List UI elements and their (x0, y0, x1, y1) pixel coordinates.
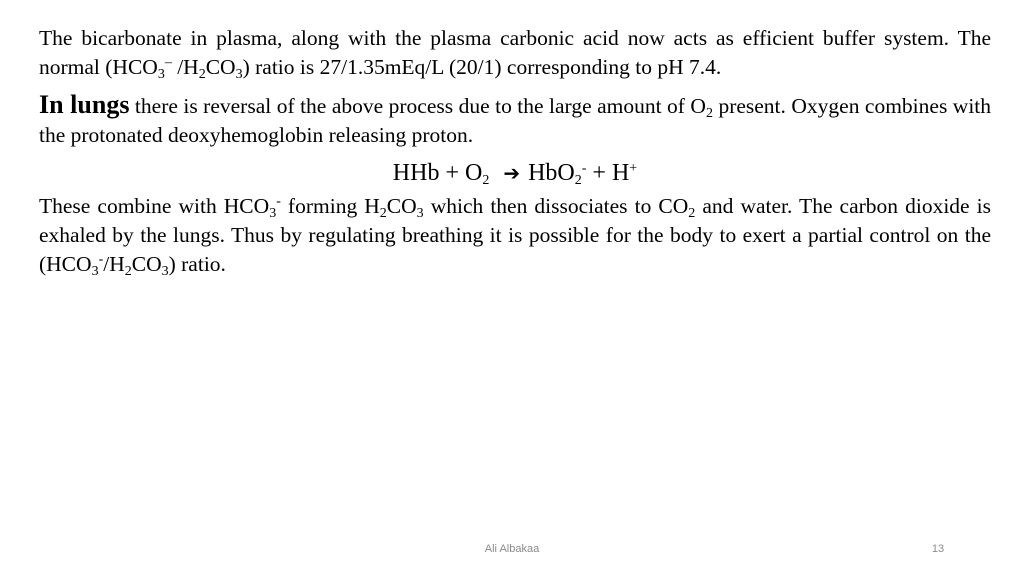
subscript: 3 (235, 67, 243, 82)
paragraph-co2-exhalation (39, 192, 991, 279)
text-segment: ) ratio is 27/1.35mEq/L (20/1) corresponding to pH 7.4. (242, 55, 722, 79)
paragraph-bicarbonate-buffer (39, 24, 991, 82)
equation-product: HbO (528, 160, 575, 186)
reaction-equation (39, 156, 991, 190)
superscript: + (629, 161, 638, 176)
text-segment: CO (386, 194, 417, 218)
text-segment: which then dissociates to CO (423, 194, 689, 218)
subscript: 2 (379, 206, 387, 221)
reaction-arrow-icon: ➔ (503, 161, 521, 185)
subscript: 3 (157, 67, 165, 82)
footer-author: Ali Albakaa (484, 543, 540, 555)
subscript: 2 (198, 67, 206, 82)
equation-reactants: HHb + O (392, 160, 483, 186)
text-segment: /H (103, 252, 125, 276)
subscript: 2 (574, 173, 582, 188)
text-segment: there is reversal of the above process due to the large amount of O (129, 94, 706, 118)
text-segment: /H (171, 55, 199, 79)
slide-page-number: 13 (931, 543, 945, 555)
superscript: – (164, 55, 172, 70)
subscript: 2 (688, 206, 696, 221)
paragraph-in-lungs (39, 90, 991, 150)
lead-heading: In lungs (39, 90, 130, 119)
text-segment: CO (205, 55, 236, 79)
subscript: 3 (91, 264, 99, 279)
slide-content (39, 24, 991, 279)
superscript: - (581, 161, 587, 176)
subscript: 3 (416, 206, 424, 221)
subscript: 2 (705, 106, 713, 121)
equation-product: + H (586, 160, 630, 186)
text-segment: present. Oxygen combines with the protonated deoxyhemoglobin releasing proton. (39, 94, 992, 147)
text-segment: These combine with HCO (39, 194, 270, 218)
text-segment: The bicarbonate in plasma, along with the plasma carbonic acid now acts as efficient buffer system. The normal (HCO (39, 26, 991, 79)
text-segment: and water. The carbon dioxide is exhaled by the lungs. Thus by regulating breathing it is possible for the body to exert a partial control on the (HCO (39, 194, 991, 276)
superscript: - (98, 252, 104, 267)
subscript: 3 (161, 264, 169, 279)
text-segment: ) ratio. (168, 252, 226, 276)
text-segment: forming H (280, 194, 380, 218)
subscript: 2 (124, 264, 132, 279)
superscript: - (276, 194, 281, 209)
text-segment: CO (131, 252, 162, 276)
subscript: 2 (482, 173, 490, 188)
subscript: 3 (269, 206, 277, 221)
